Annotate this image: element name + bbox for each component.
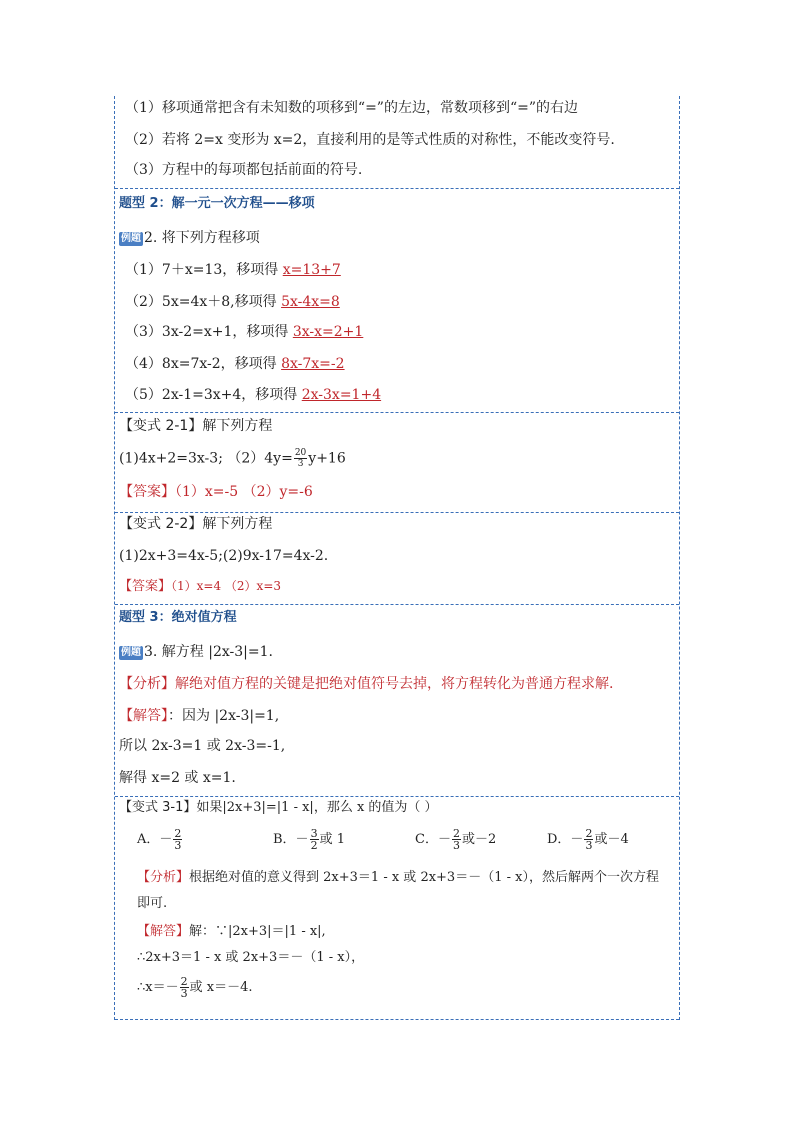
option-b: B．－ $\frac{3}{2}$ 或 1 <box>273 827 345 852</box>
option-a: A．－ $\frac{2}{3}$ <box>137 827 182 852</box>
type3-prompt: 例题 3. 解方程 |2x-3|=1. <box>121 644 273 660</box>
fraction: $\frac{20}{3}$ <box>294 448 307 469</box>
var22-answer: 【答案】（1）x=4 （2）x=3 <box>119 579 282 594</box>
divider <box>115 1019 679 1020</box>
type2-item-3: （3）3x-2=x+1，移项得 3x-x=2+1 <box>125 324 364 340</box>
type3-heading: 题型 3：绝对值方程 <box>119 610 237 625</box>
var31-analysis-cont: 即可. <box>137 896 168 911</box>
var22-title: 【变式 2-2】解下列方程 <box>119 516 273 532</box>
var21-title: 【变式 2-1】解下列方程 <box>119 418 273 434</box>
type2-item-2: （2）5x=4x＋8,移项得 5x-4x=8 <box>125 294 340 310</box>
fraction: $\frac{2}{3}$ <box>180 975 188 1000</box>
fraction: $\frac{2}{3}$ <box>174 827 182 852</box>
var31-analysis: 【分析】根据绝对值的意义得到 2x+3＝1 - x 或 2x+3＝－（1 - x），然后解两个一次方程 <box>137 870 659 885</box>
example-badge: 例题 <box>121 647 141 658</box>
var31-question: 【变式 3-1】如果|2x+3|=|1 - x|，那么 x 的值为（ ） <box>119 800 438 815</box>
answer-blank: 8x-7x=-2 <box>281 356 345 372</box>
divider <box>115 512 679 513</box>
type3-analysis: 【分析】解绝对值方程的关键是把绝对值符号去掉，将方程转化为普通方程求解. <box>119 676 614 692</box>
type2-item-4: （4）8x=7x-2，移项得 8x-7x=-2 <box>125 356 345 372</box>
var22-equations: (1)2x+3=4x-5;(2)9x-17=4x-2. <box>119 548 329 564</box>
var21-equations: (1)4x+2=3x-3; （2）4y= $\frac{20}{3}$ y+16 <box>119 448 346 469</box>
option-d: D．－ $\frac{2}{3}$ 或－4 <box>547 827 629 852</box>
example-badge: 例题 <box>121 233 141 244</box>
fraction: $\frac{3}{2}$ <box>310 827 318 852</box>
var31-solution: 【解答】解：∵|2x+3|＝|1 - x|, <box>137 924 326 939</box>
note-line-3: （3）方程中的每项都包括前面的符号. <box>125 162 363 178</box>
answer-blank: 5x-4x=8 <box>281 294 340 310</box>
answer-blank: 3x-x=2+1 <box>292 324 364 340</box>
fraction: $\frac{2}{3}$ <box>585 827 593 852</box>
answer-blank: x=13+7 <box>282 262 341 278</box>
divider <box>115 412 679 413</box>
answer-blank: 2x-3x=1+4 <box>301 387 382 403</box>
type3-step-2: 解得 x=2 或 x=1. <box>119 770 236 786</box>
divider <box>115 188 679 189</box>
note-line-2: （2）若将 2=x 变形为 x=2，直接利用的是等式性质的对称性，不能改变符号. <box>125 132 615 148</box>
type2-heading: 题型 2：解一元一次方程——移项 <box>119 196 315 211</box>
type3-step-1: 所以 2x-3=1 或 2x-3=-1, <box>119 738 286 754</box>
fraction: $\frac{2}{3}$ <box>452 827 460 852</box>
divider <box>115 796 679 797</box>
type2-prompt: 例题 2. 将下列方程移项 <box>121 230 260 246</box>
option-c: C．－ $\frac{2}{3}$ 或－2 <box>415 827 497 852</box>
var31-solution-step-2: ∴x＝－ $\frac{2}{3}$ 或 x＝－4. <box>137 975 253 1000</box>
note-line-1: （1）移项通常把含有未知数的项移到“=”的左边，常数项移到“=”的右边 <box>125 100 578 116</box>
divider <box>115 604 679 605</box>
type3-solution: 【解答】：因为 |2x-3|=1, <box>119 708 280 724</box>
var31-solution-step-1: ∴2x+3＝1 - x 或 2x+3＝－（1 - x）， <box>137 950 365 965</box>
type2-item-1: （1）7＋x=13，移项得 x=13+7 <box>125 262 341 278</box>
worksheet-frame <box>114 96 680 1020</box>
var21-answer: 【答案】（1）x=-5 （2）y=-6 <box>119 484 313 500</box>
type2-item-5: （5）2x-1=3x+4，移项得 2x-3x=1+4 <box>125 387 382 403</box>
